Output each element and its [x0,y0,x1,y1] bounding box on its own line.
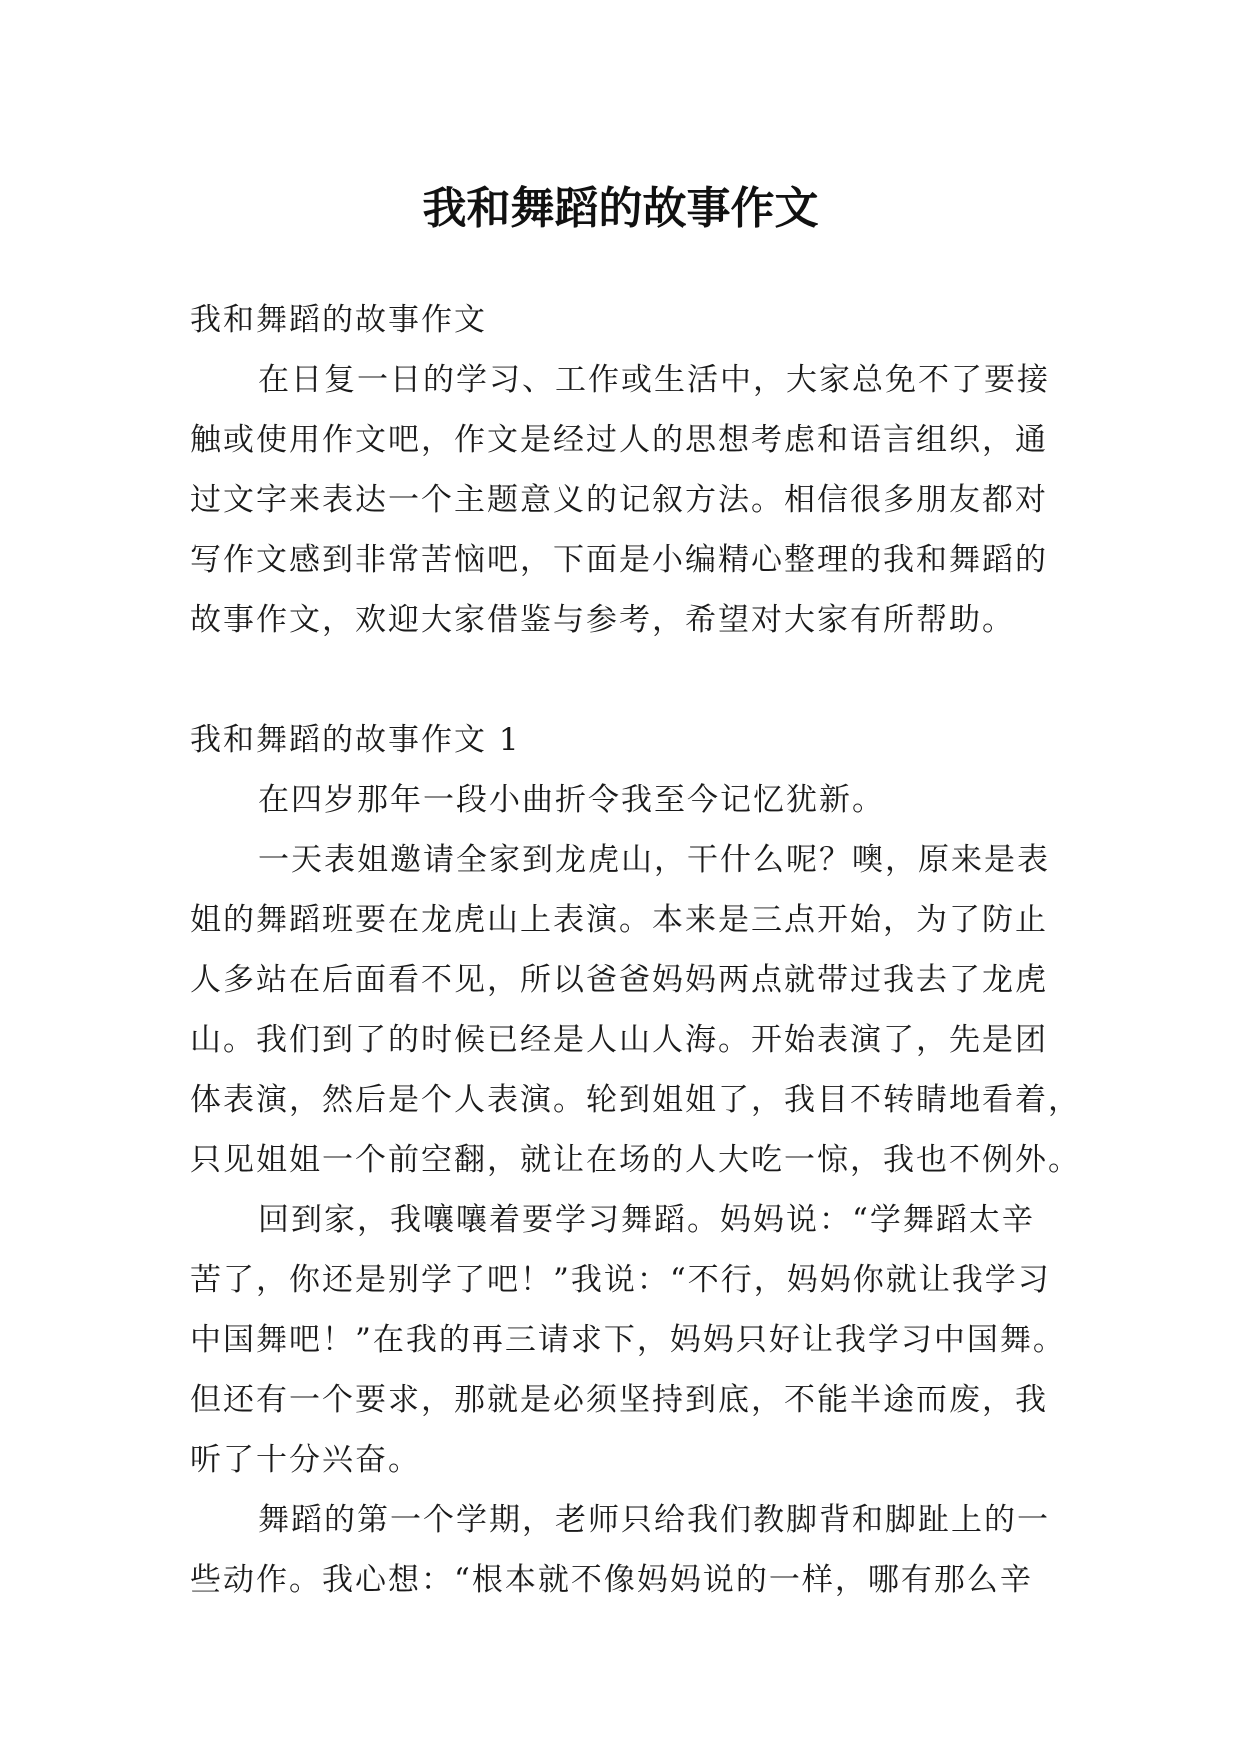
paragraph-line: 在四岁那年一段小曲折令我至今记忆犹新。 [258,782,885,818]
paragraph-line: 在日复一日的学习、工作或生活中，大家总免不了要接 [258,362,1050,398]
paragraph-line: 姐的舞蹈班要在龙虎山上表演。本来是三点开始，为了防止 [190,902,1048,938]
paragraph-line: 中国舞吧！”在我的再三请求下，妈妈只好让我学习中国舞。 [190,1322,1066,1358]
paragraph-line: 体表演，然后是个人表演。轮到姐姐了，我目不转睛地看着， [190,1082,1081,1118]
paragraph-line: 一天表姐邀请全家到龙虎山，干什么呢？噢，原来是表 [258,842,1050,878]
paragraph-line: 过文字来表达一个主题意义的记叙方法。相信很多朋友都对 [190,482,1048,518]
paragraph-line: 山。我们到了的时候已经是人山人海。开始表演了，先是团 [190,1022,1048,1058]
paragraph-line: 只见姐姐一个前空翻，就让在场的人大吃一惊，我也不例外。 [190,1142,1081,1178]
paragraph-line: 些动作。我心想：“根本就不像妈妈说的一样，哪有那么辛 [190,1562,1033,1598]
paragraph-line: 苦了，你还是别学了吧！”我说：“不行，妈妈你就让我学习 [190,1262,1051,1298]
paragraph-line: 故事作文，欢迎大家借鉴与参考，希望对大家有所帮助。 [190,602,1015,638]
paragraph-line: 触或使用作文吧，作文是经过人的思想考虑和语言组织，通 [190,422,1048,458]
section-heading: 我和舞蹈的故事作文 [190,302,487,338]
document-body [190,290,1081,1610]
paragraph-gap [190,650,1060,710]
paragraph-line: 回到家，我嚷嚷着要学习舞蹈。妈妈说：“学舞蹈太辛 [258,1202,1035,1238]
paragraph-line: 听了十分兴奋。 [190,1442,421,1478]
section-heading: 我和舞蹈的故事作文 1 [190,722,521,758]
paragraph-line: 但还有一个要求，那就是必须坚持到底，不能半途而废，我 [190,1382,1048,1418]
paragraph-line: 人多站在后面看不见，所以爸爸妈妈两点就带过我去了龙虎 [190,962,1048,998]
page-title: 我和舞蹈的故事作文 [422,183,819,235]
paragraph-line: 写作文感到非常苦恼吧，下面是小编精心整理的我和舞蹈的 [190,542,1048,578]
paragraph-line: 舞蹈的第一个学期，老师只给我们教脚背和脚趾上的一 [258,1502,1050,1538]
